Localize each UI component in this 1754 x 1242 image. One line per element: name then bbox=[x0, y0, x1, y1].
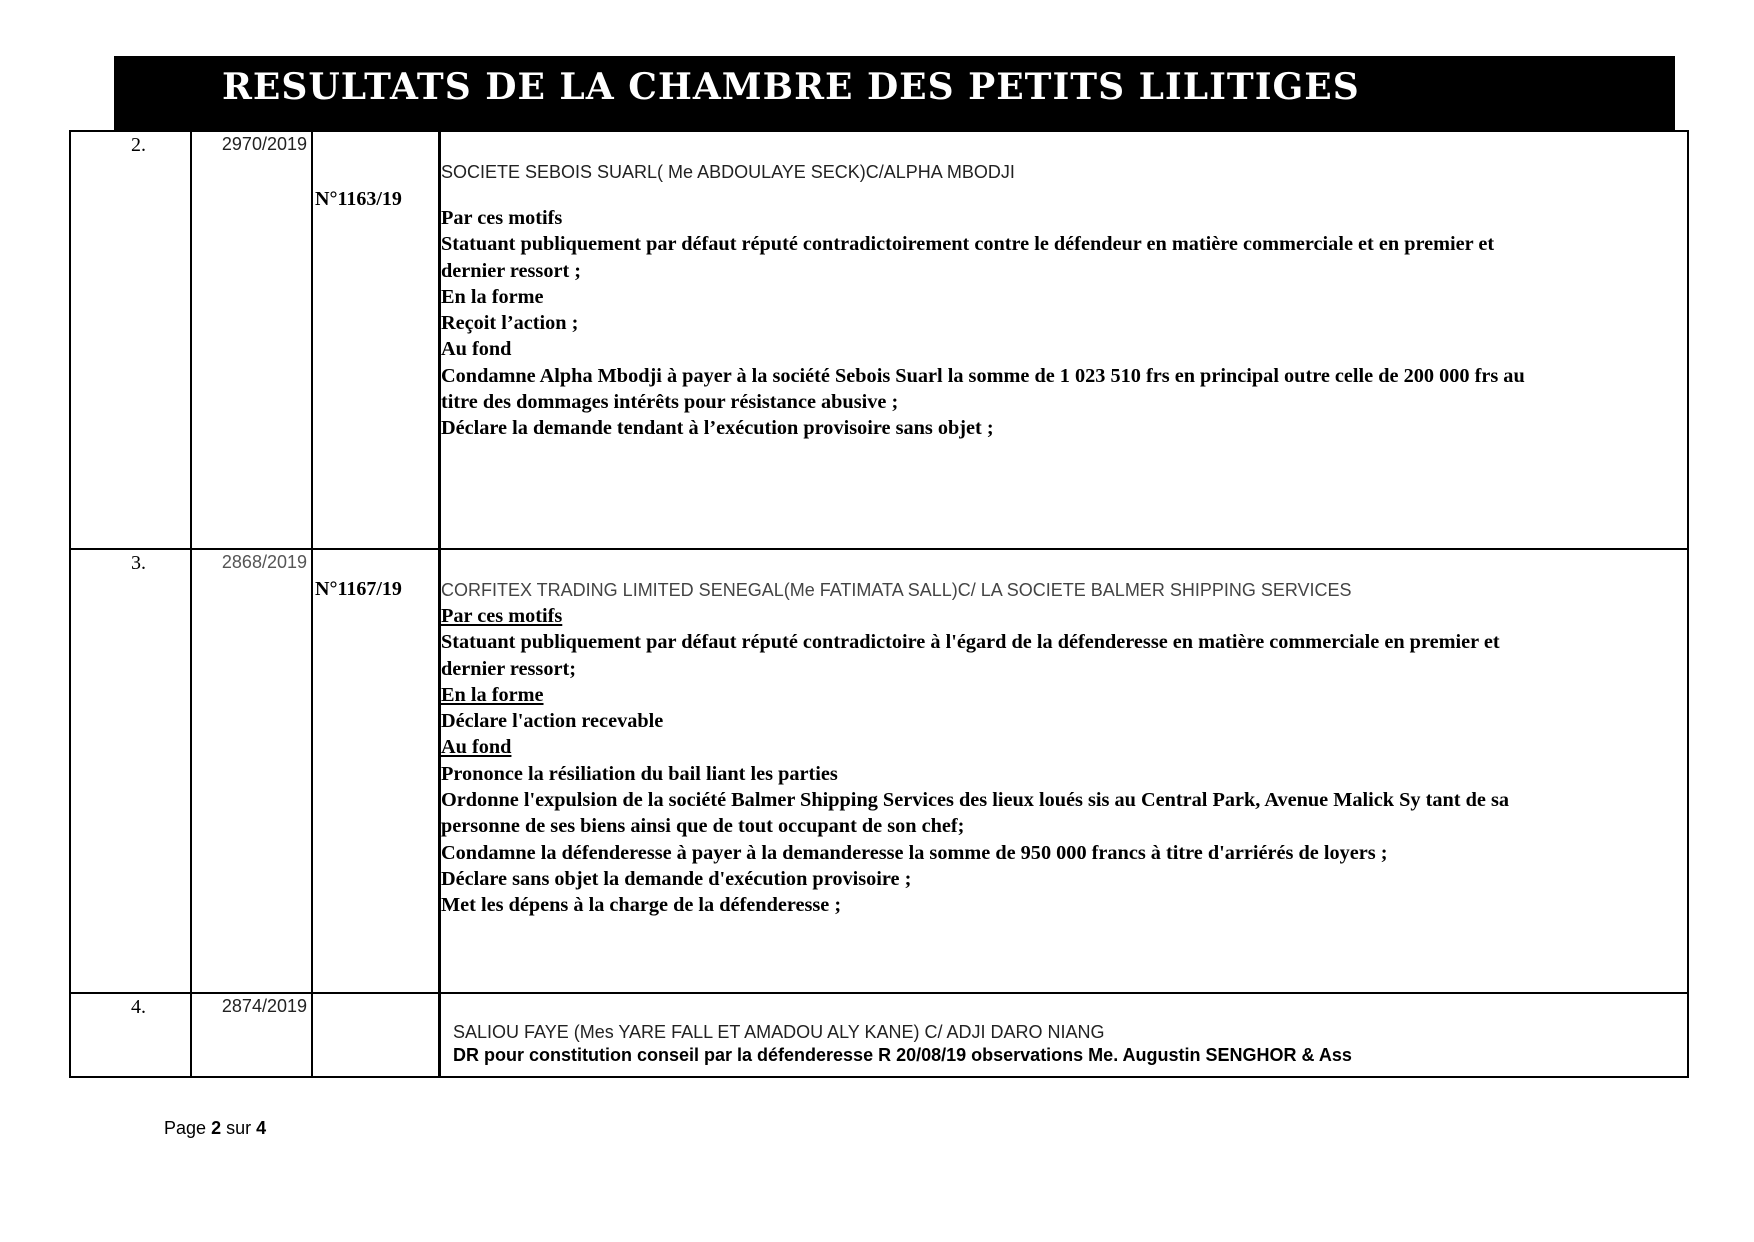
row-number: 3. bbox=[131, 552, 146, 574]
decision-number-cell bbox=[312, 993, 440, 1077]
ruling-line: Déclare la demande tendant à l’exécution provisoire sans objet ; bbox=[441, 417, 994, 440]
row-number-cell bbox=[70, 131, 191, 549]
case-number-cell bbox=[191, 131, 312, 549]
page-number: 2 bbox=[211, 1118, 222, 1138]
ruling-line: titre des dommages intérêts pour résistance abusive ; bbox=[441, 391, 899, 414]
ruling-line: Ordonne l'expulsion de la société Balmer Shipping Services des lieux loués sis au Central Park, Avenue Malick Sy tant de sa bbox=[441, 789, 1510, 812]
results-table bbox=[69, 130, 1689, 1078]
ruling-line: Reçoit l’action ; bbox=[441, 312, 579, 335]
case-number-cell bbox=[191, 993, 312, 1077]
row-number-cell bbox=[70, 993, 191, 1077]
ruling-line: Déclare l'action recevable bbox=[441, 710, 664, 733]
ruling-line: dernier ressort; bbox=[441, 657, 576, 680]
table-row bbox=[70, 993, 1688, 1077]
row-number: 4. bbox=[131, 996, 146, 1018]
parties: SOCIETE SEBOIS SUARL( Me ABDOULAYE SECK)C/ALPHA MBODJI bbox=[441, 162, 1015, 182]
ruling-cell bbox=[440, 549, 1689, 993]
decision-number: N°1167/19 bbox=[315, 578, 402, 600]
ruling-line: Condamne Alpha Mbodji à payer à la société Sebois Suarl la somme de 1 023 510 frs en principal outre celle de 200 000 frs au bbox=[441, 364, 1525, 387]
ruling-line: Met les dépens à la charge de la défenderesse ; bbox=[441, 894, 842, 917]
ruling-text bbox=[441, 205, 1687, 442]
row-number-cell bbox=[70, 549, 191, 993]
ruling-line: Statuant publiquement par défaut réputé contradictoirement contre le défendeur en matière commerciale et en premier et bbox=[441, 233, 1495, 256]
page-footer bbox=[164, 1118, 266, 1139]
title-bar bbox=[114, 56, 1675, 130]
decision-number-cell bbox=[312, 549, 440, 993]
ruling-line: Condamne la défenderesse à payer à la demanderesse la somme de 950 000 francs à titre d'arriérés de loyers ; bbox=[441, 841, 1388, 864]
ruling-line: personne de ses biens ainsi que de tout occupant de son chef; bbox=[441, 815, 965, 838]
ruling-line: Prononce la résiliation du bail liant les parties bbox=[441, 762, 838, 785]
parties: SALIOU FAYE (Mes YARE FALL ET AMADOU ALY KANE) C/ ADJI DARO NIANG bbox=[453, 1022, 1105, 1042]
ruling-line: Par ces motifs bbox=[441, 207, 563, 229]
page-title: RESULTATS DE LA CHAMBRE DES PETITS LILITIGES bbox=[222, 66, 1360, 108]
page-total: 4 bbox=[256, 1118, 267, 1138]
ruling-line: Au fond bbox=[441, 736, 512, 759]
decision-number: N°1163/19 bbox=[315, 188, 402, 210]
case-number: 2874/2019 bbox=[221, 996, 307, 1016]
sur-label: sur bbox=[226, 1118, 252, 1138]
ruling-line: dernier ressort ; bbox=[441, 259, 582, 282]
table-row bbox=[70, 131, 1688, 549]
ruling-note: DR pour constitution conseil par la défenderesse R 20/08/19 observations Me. Augustin SENGHOR & Ass bbox=[453, 1045, 1352, 1065]
parties: CORFITEX TRADING LIMITED SENEGAL(Me FATIMATA SALL)C/ LA SOCIETE BALMER SHIPPING SERVICES bbox=[441, 580, 1352, 600]
page-label: Page bbox=[164, 1118, 207, 1138]
case-number: 2970/2019 bbox=[221, 134, 307, 154]
ruling-line: Statuant publiquement par défaut réputé contradictoire à l'égard de la défenderesse en matière commerciale en premier et bbox=[441, 631, 1500, 654]
ruling-cell bbox=[440, 131, 1689, 549]
ruling-text bbox=[441, 603, 1687, 919]
decision-number-cell bbox=[312, 131, 440, 549]
ruling-cell bbox=[440, 993, 1689, 1077]
ruling-line: Déclare sans objet la demande d'exécution provisoire ; bbox=[441, 867, 912, 890]
case-number: 2868/2019 bbox=[221, 552, 307, 572]
row-number: 2. bbox=[131, 134, 146, 156]
ruling-line: En la forme bbox=[441, 683, 544, 706]
ruling-line: Par ces motifs bbox=[441, 605, 563, 627]
case-number-cell bbox=[191, 549, 312, 993]
ruling-line: En la forme bbox=[441, 285, 544, 308]
table-row bbox=[70, 549, 1688, 993]
ruling-line: Au fond bbox=[441, 338, 512, 361]
